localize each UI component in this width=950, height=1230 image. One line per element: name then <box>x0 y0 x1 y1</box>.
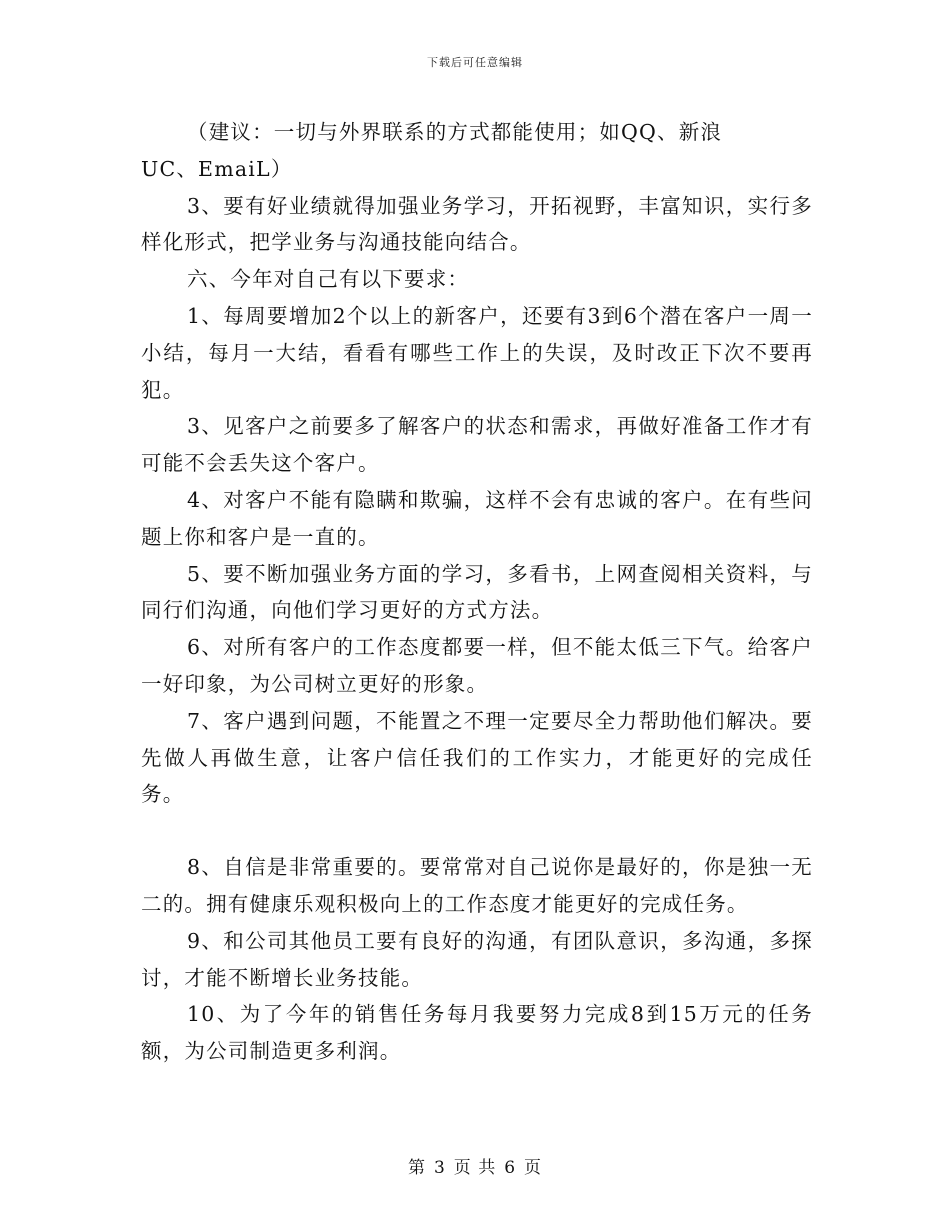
paragraph-item-3: 3、见客户之前要多了解客户的状态和需求，再做好准备工作才有可能不会丢失这个客户。 <box>141 414 813 476</box>
paragraph-item-9: 9、和公司其他员工要有良好的沟通，有团队意识，多沟通，多探讨，才能不断增长业务技能。 <box>141 928 813 990</box>
paragraph-item-7: 7、客户遇到问题，不能置之不理一定要尽全力帮助他们解决。要先做人再做生意，让客户信任我们的工作实力，才能更好的完成任务。 <box>141 708 813 807</box>
paragraph-item-3-study: 3、要有好业绩就得加强业务学习，开拓视野，丰富知识，实行多样化形式，把学业务与沟通技能向结合。 <box>141 193 813 255</box>
paragraph-item-6: 6、对所有客户的工作态度都要一样，但不能太低三下气。给客户一好印象，为公司树立更好的形象。 <box>141 635 813 696</box>
paragraph-section-six-heading: 六、今年对自己有以下要求： <box>187 267 470 292</box>
footer-suffix: 页 <box>524 1158 543 1178</box>
paragraph-item-1: 1、每周要增加2个以上的新客户，还要有3到6个潜在客户一周一小结，每月一大结，看看有哪些工作上的失误，及时改正下次不要再犯。 <box>141 303 813 402</box>
footer-middle: 页 共 <box>453 1158 497 1178</box>
page-number-footer <box>0 1153 950 1178</box>
footer-current-page: 3 <box>433 1158 446 1178</box>
document-body <box>141 114 813 1070</box>
footer-total-pages: 6 <box>504 1158 517 1178</box>
paragraph-item-8: 8、自信是非常重要的。要常常对自己说你是最好的，你是独一无二的。拥有健康乐观积极向上的工作态度才能更好的完成任务。 <box>141 855 813 916</box>
paragraph-suggestion: （建议：一切与外界联系的方式都能使用；如QQ、新浪 UC、EmaiL） <box>141 120 723 181</box>
paragraph-item-5: 5、要不断加强业务方面的学习，多看书，上网查阅相关资料，与同行们沟通，向他们学习更好的方式方法。 <box>141 561 813 623</box>
paragraph-item-4: 4、对客户不能有隐瞒和欺骗，这样不会有忠诚的客户。在有些问题上你和客户是一直的。 <box>141 487 813 549</box>
header-note: 下载后可任意编辑 <box>427 56 523 69</box>
paragraph-item-10: 10、为了今年的销售任务每月我要努力完成8到15万元的任务额，为公司制造更多利润。 <box>141 1002 813 1064</box>
footer-prefix: 第 <box>407 1158 426 1178</box>
